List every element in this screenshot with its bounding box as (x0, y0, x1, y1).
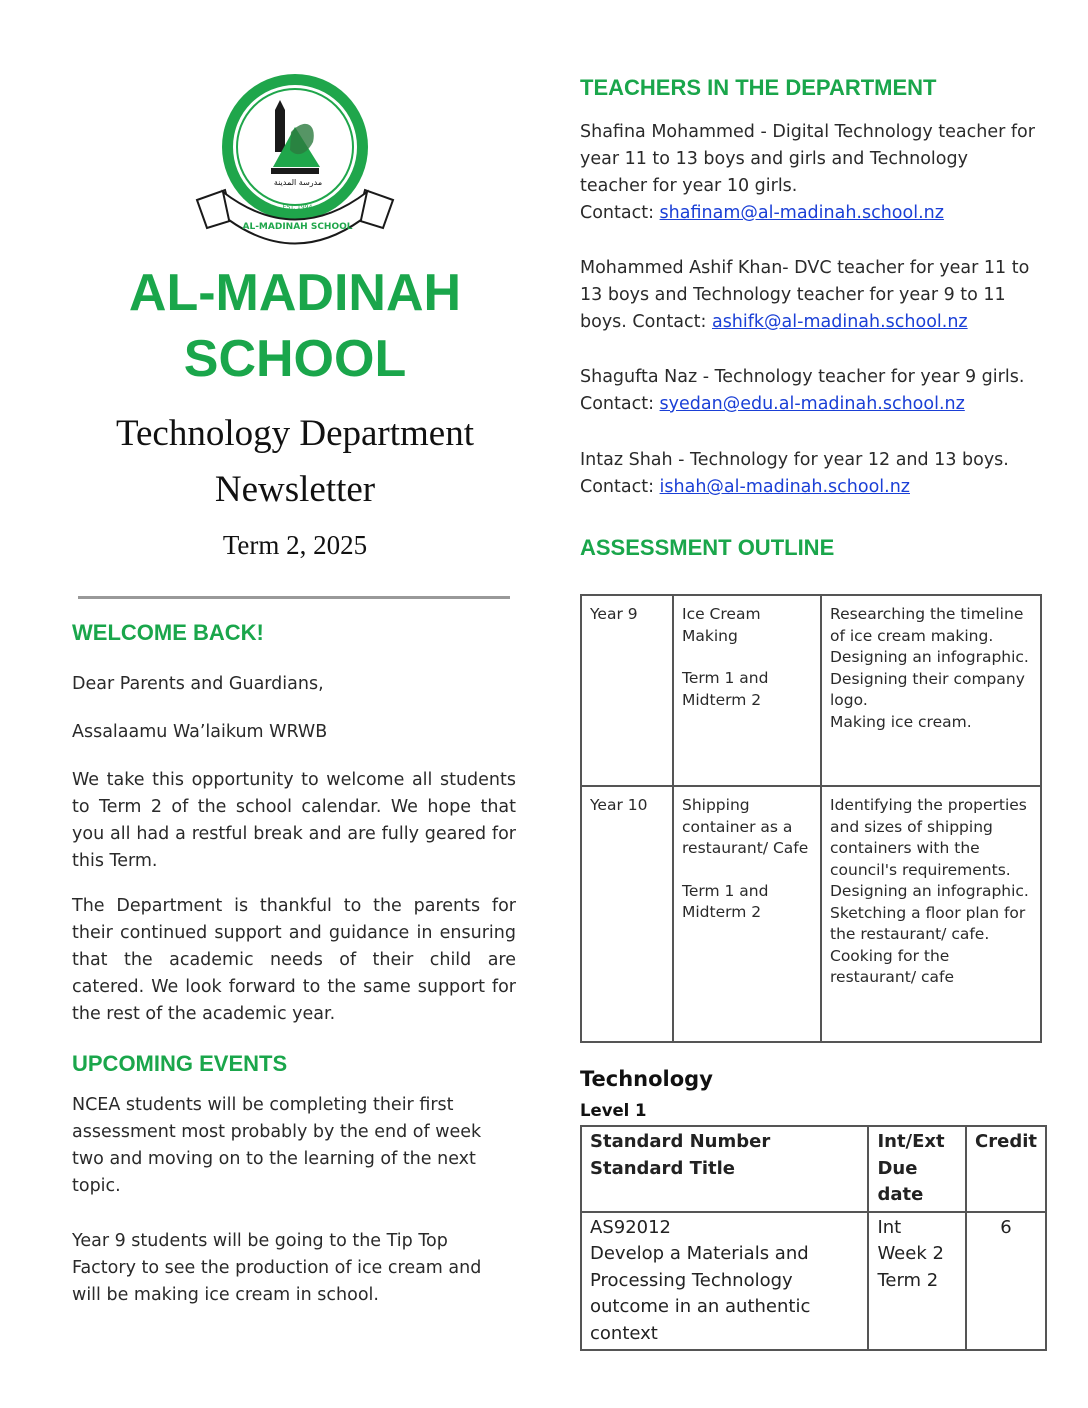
teacher-entry (580, 364, 1035, 418)
project-name: Shipping container as a restaurant/ Cafe (682, 796, 809, 857)
logo-arabic-text: مدرسة المدينة (273, 178, 323, 187)
assessment-project (673, 595, 821, 786)
teacher-description: Mohammed Ashif Khan- DVC teacher for year 11 to 13 boys and Technology teacher for year 9 to 11 boys. (580, 258, 1030, 332)
teacher-description: Shagufta Naz - Technology teacher for year 9 girls. (580, 367, 1025, 387)
welcome-paragraph-2: The Department is thankful to the parents for their continued support and guidance in ensuring that the academic needs of their child are catered. We look forward to the same support for the rest of the academic year. (72, 896, 516, 1024)
project-when: Term 1 and Midterm 2 (682, 669, 769, 709)
teacher-description: Intaz Shah - Technology for year 12 and 13 boys. (580, 450, 1009, 470)
logo-ribbon-text: AL-MADINAH SCHOOL (242, 222, 353, 232)
project-name: Ice Cream Making (682, 605, 761, 645)
contact-label: Contact: (580, 394, 660, 414)
table-row (581, 1212, 1046, 1351)
events-heading: UPCOMING EVENTS (72, 1051, 288, 1076)
int-ext-value: Int (877, 1216, 902, 1238)
events-paragraph-2: Year 9 students will be going to the Tip Top Factory to see the production of ice cream and will be making ice cream in school. (72, 1231, 482, 1305)
assessment-tasks: Identifying the properties and sizes of shipping containers with the council's requirements. Designing an infographic. Sketching a floor plan for the restaurant/ cafe. Cooking for the restaurant/ cafe (821, 786, 1041, 1042)
assessment-heading: ASSESSMENT OUTLINE (580, 535, 835, 560)
header-standard-title: Standard Title (590, 1157, 736, 1179)
teacher-email-link[interactable]: ashifk@al-madinah.school.nz (711, 312, 968, 332)
header-standard (581, 1126, 868, 1212)
project-when: Term 1 and Midterm 2 (682, 881, 769, 921)
school-name-line2: SCHOOL (183, 330, 407, 388)
teacher-description: Shafina Mohammed - Digital Technology teacher for year 11 to 13 boys and girls and Technology teacher for year 10 girls. (580, 122, 1035, 196)
header-credit: Credit (966, 1126, 1046, 1212)
logo-est-text: EST. 1994 (282, 204, 313, 211)
assessment-year: Year 9 (581, 595, 673, 786)
teacher-entry (580, 119, 1035, 227)
term-label: Term 2, 2025 (222, 530, 368, 560)
credit-cell: 6 (966, 1212, 1046, 1351)
teacher-email-link[interactable]: ishah@al-madinah.school.nz (659, 477, 910, 497)
welcome-heading: WELCOME BACK! (72, 620, 264, 645)
teacher-entry (580, 447, 1035, 501)
standard-cell (581, 1212, 868, 1351)
header-standard-number: Standard Number (590, 1131, 771, 1152)
table-header-row (581, 1126, 1046, 1212)
assessment-project (673, 786, 821, 1042)
welcome-greeting: Dear Parents and Guardians, (72, 674, 324, 694)
school-name (70, 260, 520, 392)
department-title-line1: Technology Department (115, 413, 475, 454)
assessment-tasks: Researching the timeline of ice cream making. Designing an infographic. Designing their company logo. Making ice cream. (821, 595, 1041, 786)
welcome-salaam: Assalaamu Wa’laikum WRWB (72, 722, 328, 742)
int-ext-cell (868, 1212, 966, 1351)
events-paragraph-1: NCEA students will be completing their first assessment most probably by the end of week two and moving on to the learning of the next topic. (72, 1095, 482, 1196)
teachers-heading: TEACHERS IN THE DEPARTMENT (580, 75, 937, 100)
contact-label: Contact: (632, 312, 712, 332)
technology-level: Level 1 (580, 1101, 647, 1120)
contact-label: Contact: (580, 477, 660, 497)
assessment-table (580, 594, 1042, 1043)
school-name-line1: AL-MADINAH (128, 264, 462, 322)
standards-table (580, 1125, 1047, 1351)
standard-title: Develop a Materials and Processing Technology outcome in an authentic context (590, 1243, 811, 1344)
department-title-line2: Newsletter (214, 469, 376, 510)
table-row (581, 595, 1041, 786)
teacher-entry (580, 255, 1035, 336)
table-row (581, 786, 1041, 1042)
teacher-email-link[interactable]: syedan@edu.al-madinah.school.nz (659, 394, 965, 414)
standard-number: AS92012 (590, 1216, 671, 1238)
welcome-paragraph-1: We take this opportunity to welcome all students to Term 2 of the school calendar. We hope that you all had a restful break and are fully geared for this Term. (72, 770, 516, 871)
school-logo (195, 72, 395, 252)
department-title (70, 406, 520, 518)
header-int-ext: Int/Ext Due date (868, 1126, 966, 1212)
teacher-email-link[interactable]: shafinam@al-madinah.school.nz (659, 203, 944, 223)
assessment-year: Year 10 (581, 786, 673, 1042)
technology-heading: Technology (580, 1067, 713, 1091)
due-date-value: Week 2 Term 2 (877, 1243, 944, 1291)
header-divider (78, 596, 510, 599)
contact-label: Contact: (580, 203, 660, 223)
